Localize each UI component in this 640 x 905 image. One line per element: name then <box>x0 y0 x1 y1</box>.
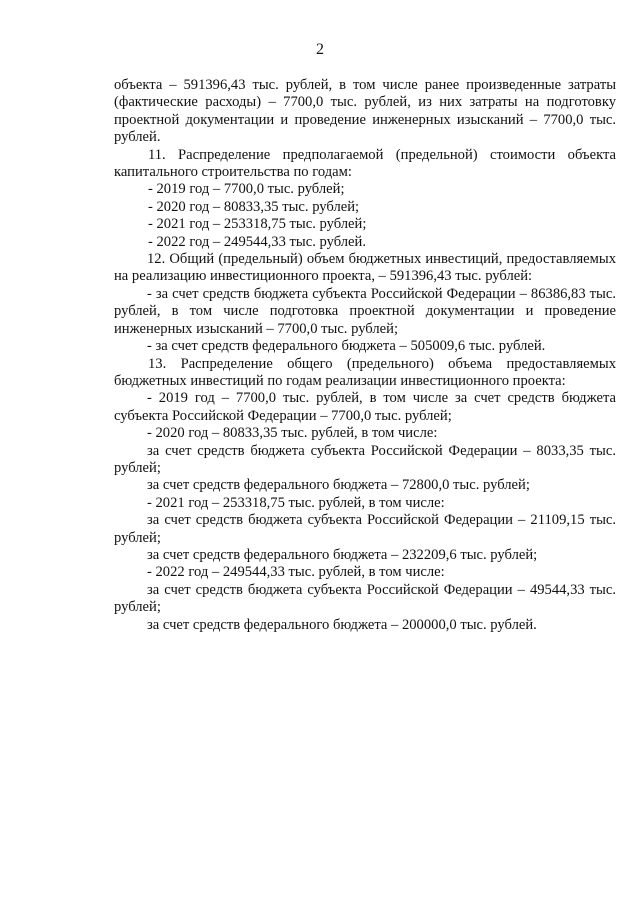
paragraph-investment-distribution: 13. Распределение общего (предельного) объема предоставляемых бюджетных инвестиций по годам реализации инвестиционного проекта: <box>114 355 616 389</box>
page-number: 2 <box>316 41 324 58</box>
document-body <box>114 77 616 634</box>
list-item-investment-2021-federal: за счет средств федерального бюджета – 232209,6 тыс. рублей; <box>147 546 538 563</box>
paragraph-cost-distribution: 11. Распределение предполагаемой (предельной) стоимости объекта капитального строительства по годам: <box>114 146 616 181</box>
paragraph-investment-total: 12. Общий (предельный) объем бюджетных инвестиций, предоставляемых на реализацию инвестиционного проекта, – 591396,43 тыс. рублей: <box>114 251 616 285</box>
list-item-investment-2020-federal: за счет средств федерального бюджета – 72800,0 тыс. рублей; <box>147 477 530 494</box>
list-item-cost-2020: - 2020 год – 80833,35 тыс. рублей; <box>148 198 360 215</box>
list-item-investment-2022-regional: за счет средств бюджета субъекта Российской Федерации – 49544,33 тыс. рублей; <box>114 581 616 616</box>
list-item-investment-2020-regional: за счет средств бюджета субъекта Российской Федерации – 8033,35 тыс. рублей; <box>114 442 616 476</box>
list-item-cost-2019: - 2019 год – 7700,0 тыс. рублей; <box>148 181 345 198</box>
paragraph-cost-continuation: объекта – 591396,43 тыс. рублей, в том числе ранее произведенные затраты (фактические расходы) – 7700,0 тыс. рублей, из них затраты на подготовку проектной документации и проведение инженерных изысканий – 7700,0 тыс. рублей. <box>114 77 616 146</box>
list-item-investment-regional: - за счет средств бюджета субъекта Российской Федерации – 86386,83 тыс. рублей, в том числе подготовка проектной документации и проведение инженерных изысканий – 7700,0 тыс. рублей; <box>114 285 616 337</box>
list-item-cost-2021: - 2021 год – 253318,75 тыс. рублей; <box>148 216 367 233</box>
list-item-investment-2022-federal: за счет средств федерального бюджета – 200000,0 тыс. рублей. <box>147 616 537 633</box>
list-item-cost-2022: - 2022 год – 249544,33 тыс. рублей. <box>148 233 366 250</box>
list-item-investment-2019: - 2019 год – 7700,0 тыс. рублей, в том числе за счет средств бюджета субъекта Российской Федерации – 7700,0 тыс. рублей; <box>114 390 616 424</box>
list-item-investment-2021-regional: за счет средств бюджета субъекта Российской Федерации – 21109,15 тыс. рублей; <box>114 512 616 546</box>
list-item-investment-2020: - 2020 год – 80833,35 тыс. рублей, в том числе: <box>147 425 438 442</box>
list-item-investment-2021: - 2021 год – 253318,75 тыс. рублей, в том числе: <box>147 494 445 511</box>
list-item-investment-2022: - 2022 год – 249544,33 тыс. рублей, в том числе: <box>147 564 445 581</box>
list-item-investment-federal: - за счет средств федерального бюджета – 505009,6 тыс. рублей. <box>147 338 546 355</box>
